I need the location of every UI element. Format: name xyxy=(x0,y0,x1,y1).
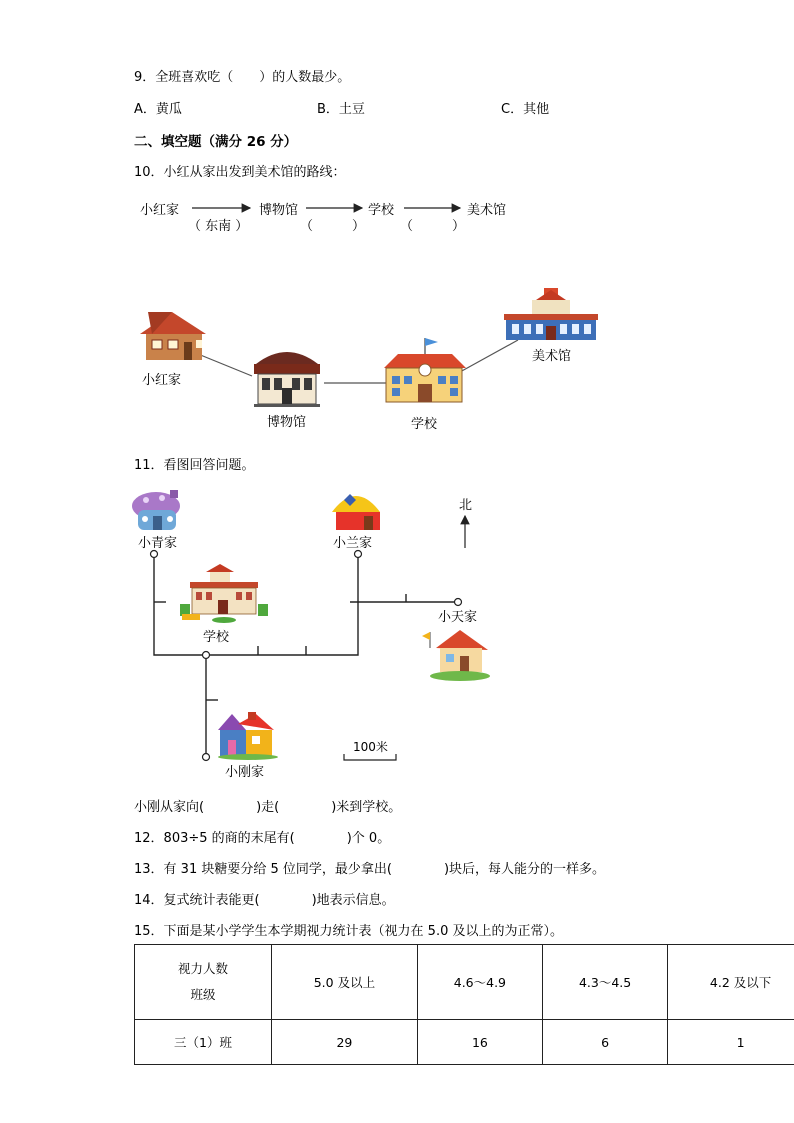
scale-label: 100米 xyxy=(353,740,388,754)
q9-option-b[interactable]: B．土豆 xyxy=(317,102,365,117)
map-label-qing: 小青家 xyxy=(138,536,178,551)
q9-text: 9．全班喜欢吃（ ）的人数最少。 xyxy=(134,70,351,85)
map-label-home: 小红家 xyxy=(142,373,182,388)
map-label-gang: 小刚家 xyxy=(225,765,265,780)
yellow-house-icon xyxy=(332,494,380,530)
section-title: 二、填空题（满分 26 分） xyxy=(134,134,298,150)
route-stop-museum: 博物馆 xyxy=(259,203,299,218)
colorful-house-icon xyxy=(218,712,278,760)
table-cell: 6 xyxy=(542,1020,667,1065)
table-cell: 16 xyxy=(417,1020,542,1065)
museum-icon xyxy=(254,352,320,407)
school-icon xyxy=(384,338,466,402)
route-blank-2[interactable]: （ ） xyxy=(300,219,366,234)
house-icon xyxy=(140,312,206,360)
school-building-icon xyxy=(180,564,268,623)
table-corner-cell xyxy=(135,945,272,1020)
route-stop-art: 美术馆 xyxy=(467,203,507,218)
table-header-cell: 4.3～4.5 xyxy=(542,945,667,1020)
q11-answer[interactable]: 小刚从家向( )走( )米到学校。 xyxy=(134,800,402,815)
mushroom-house-icon xyxy=(132,490,180,530)
q13-text[interactable]: 13．有 31 块糖要分给 5 位同学，最少拿出( )块后，每人能分的一样多。 xyxy=(134,862,606,877)
map-label-north: 北 xyxy=(459,498,473,513)
q10-text: 10．小红从家出发到美术馆的路线： xyxy=(134,165,346,180)
route-blank-1[interactable]: （ 东南 ） xyxy=(188,219,249,234)
route-stop-school: 学校 xyxy=(368,203,395,218)
q9-option-c[interactable]: C．其他 xyxy=(501,102,550,117)
row-label-cell: 三（1）班 xyxy=(135,1020,272,1065)
q10-map-lines xyxy=(198,340,518,383)
table-cell: 1 xyxy=(668,1020,794,1065)
q9-option-a[interactable]: A．黄瓜 xyxy=(134,102,182,117)
q15-text: 15．下面是某小学学生本学期视力统计表（视力在 5.0 及以上的为正常）。 xyxy=(134,924,563,939)
map-label-school-q11: 学校 xyxy=(203,630,230,645)
cottage-icon xyxy=(422,630,490,681)
map-label-lan: 小兰家 xyxy=(333,536,373,551)
q12-text[interactable]: 12．803÷5 的商的末尾有( )个 0。 xyxy=(134,831,391,846)
route-stop-home: 小红家 xyxy=(140,203,180,218)
map-label-school: 学校 xyxy=(411,417,438,432)
table-cell: 29 xyxy=(272,1020,418,1065)
table-header-cell: 4.2 及以下 xyxy=(668,945,794,1020)
table-header-cell: 5.0 及以上 xyxy=(272,945,418,1020)
q11-text: 11．看图回答问题。 xyxy=(134,458,255,473)
map-label-tian: 小天家 xyxy=(438,610,478,625)
map-label-art: 美术馆 xyxy=(532,349,572,364)
table-header-cell: 4.6～4.9 xyxy=(417,945,542,1020)
route-blank-3[interactable]: （ ） xyxy=(400,219,466,234)
table-header-row xyxy=(135,945,794,1020)
corner-top-label: 视力人数 xyxy=(177,961,228,976)
map-label-museum: 博物馆 xyxy=(267,415,307,430)
corner-bottom-label: 班级 xyxy=(190,987,216,1002)
art-museum-icon xyxy=(504,288,598,340)
q14-text[interactable]: 14．复式统计表能更( )地表示信息。 xyxy=(134,893,395,908)
vision-table xyxy=(134,944,794,1065)
table-row xyxy=(135,1020,794,1065)
